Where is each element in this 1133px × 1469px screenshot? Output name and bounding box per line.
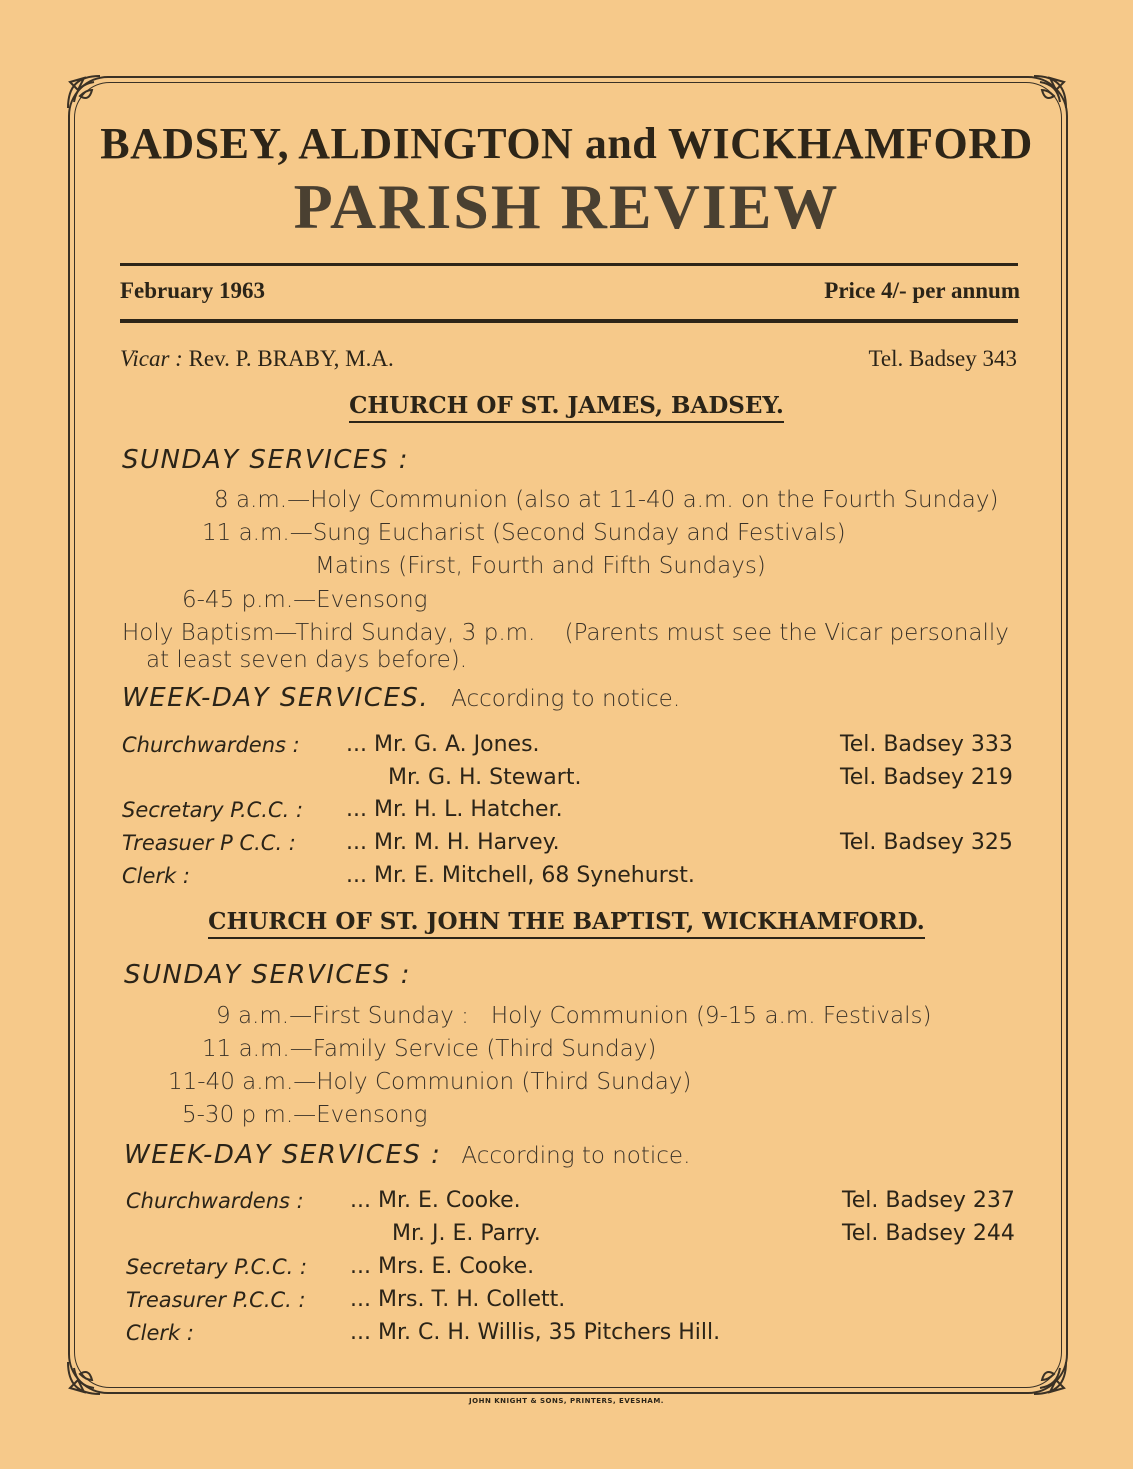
badsey-weekday-note: According to notice. [451, 686, 681, 712]
printer-imprint: JOHN KNIGHT & SONS, PRINTERS, EVESHAM. [469, 1397, 664, 1405]
wickhamford-officer-person: ... Mr. C. H. Willis, 35 Pitchers Hill. [350, 1320, 721, 1345]
badsey-church-heading [0, 392, 1133, 419]
masthead-parishes: BADSEY, ALDINGTON and WICKHAMFORD [100, 119, 1033, 168]
badsey-baptism-line2: at least seven days before). [146, 647, 468, 673]
badsey-sunday-title: SUNDAY SERVICES : [122, 445, 409, 475]
wickhamford-church-heading [0, 908, 1133, 935]
vicar-tel: Tel. Badsey 343 [868, 346, 1017, 371]
wickhamford-officer-tel: Tel. Badsey 244 [842, 1221, 1015, 1246]
wickhamford-officer-role: Clerk : [126, 1321, 194, 1345]
header-rule-bottom [120, 319, 1018, 323]
wickhamford-officer-role: Churchwardens : [126, 1189, 304, 1213]
badsey-weekday-title: WEEK-DAY SERVICES. [122, 683, 430, 713]
vicar-label: Vicar : [120, 346, 183, 371]
wickhamford-officer-person: ... Mrs. E. Cooke. [350, 1254, 535, 1279]
wickhamford-officer-person: ... Mrs. T. H. Collett. [350, 1287, 566, 1312]
wickhamford-weekday-title: WEEK-DAY SERVICES : [124, 1140, 442, 1170]
wickhamford-officer-person: Mr. J. E. Parry. [392, 1221, 541, 1246]
badsey-officer-role: Clerk : [122, 864, 190, 888]
wickhamford-officer-tel: Tel. Badsey 237 [842, 1188, 1015, 1213]
issue-date: February 1963 [120, 278, 266, 303]
badsey-officer-role: Treasuer P C.C. : [122, 831, 296, 855]
corner-ornament-bottom-right [1004, 1332, 1074, 1402]
badsey-officer-person: ... Mr. H. L. Hatcher. [346, 797, 563, 822]
vicar-name: Rev. P. BRABY, M.A. [188, 346, 394, 371]
vicar-line [120, 346, 394, 372]
masthead-title: PARISH REVIEW [293, 171, 840, 242]
wickhamford-church-heading-text: CHURCH OF ST. JOHN THE BAPTIST, WICKHAMFORD. [208, 908, 925, 939]
issue-price: Price 4/- per annum [824, 278, 1020, 303]
badsey-officer-role: Secretary P.C.C. : [122, 798, 304, 822]
wickhamford-officer-role: Secretary P.C.C. : [126, 1255, 308, 1279]
wickhamford-officer-person: ... Mr. E. Cooke. [350, 1188, 521, 1213]
badsey-officer-tel: Tel. Badsey 219 [840, 765, 1013, 790]
badsey-service-4: 6-45 p.m.—Evensong [182, 587, 428, 613]
badsey-service-1: 8 a.m.—Holy Communion (also at 11-40 a.m. on the Fourth Sunday) [214, 487, 999, 513]
badsey-officer-person: ... Mr. E. Mitchell, 68 Synehurst. [346, 863, 695, 888]
wickhamford-weekday-note: According to notice. [461, 1143, 691, 1169]
wickhamford-service-2: 11 a.m.—Family Service (Third Sunday) [202, 1036, 657, 1062]
badsey-baptism-line1: Holy Baptism—Third Sunday, 3 p.m. (Parents must see the Vicar personally [122, 620, 1009, 646]
wickhamford-service-4: 5-30 p m.—Evensong [182, 1102, 428, 1128]
badsey-officer-tel: Tel. Badsey 333 [840, 732, 1013, 757]
wickhamford-weekday-line [124, 1140, 690, 1170]
wickhamford-sunday-title: SUNDAY SERVICES : [124, 960, 411, 990]
wickhamford-officer-role: Treasurer P.C.C. : [126, 1288, 306, 1312]
badsey-officer-tel: Tel. Badsey 325 [840, 830, 1013, 855]
badsey-church-heading-text: CHURCH OF ST. JAMES, BADSEY. [349, 392, 784, 423]
header-rule-top [120, 263, 1018, 266]
badsey-service-3: Matins (First, Fourth and Fifth Sundays) [315, 553, 766, 579]
wickhamford-service-3: 11-40 a.m.—Holy Communion (Third Sunday) [168, 1069, 692, 1095]
corner-ornament-bottom-left [60, 1332, 130, 1402]
badsey-officer-person: ... Mr. G. A. Jones. [346, 732, 540, 757]
wickhamford-service-1: 9 a.m.—First Sunday : Holy Communion (9-15 a.m. Festivals) [216, 1003, 932, 1029]
badsey-service-2: 11 a.m.—Sung Eucharist (Second Sunday and Festivals) [202, 520, 846, 546]
badsey-officer-person: Mr. G. H. Stewart. [388, 765, 582, 790]
badsey-officer-role: Churchwardens : [122, 733, 300, 757]
badsey-officer-person: ... Mr. M. H. Harvey. [346, 830, 560, 855]
badsey-weekday-line [122, 683, 680, 713]
